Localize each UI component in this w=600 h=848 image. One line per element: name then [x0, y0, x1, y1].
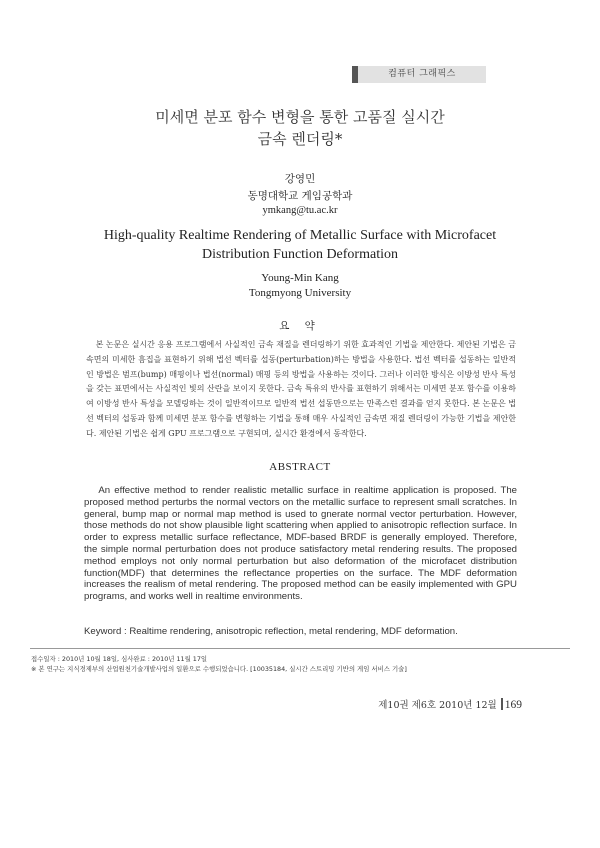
korean-abstract-heading: 요 약	[279, 320, 321, 332]
page-footer	[378, 697, 522, 711]
footnote-dates: 접수일자 : 2010년 10월 18일, 심사완료 : 2010년 11월 17일	[31, 655, 208, 663]
issue-info: 제10권 제6호 2010년 12월	[378, 700, 497, 711]
korean-title-line2: 금속 렌더링*	[257, 130, 343, 148]
keywords: Keyword : Realtime rendering, anisotropic reflection, metal rendering, MDF deformation.	[84, 626, 458, 637]
footer-divider-bar	[501, 698, 503, 710]
page-number: 169	[504, 699, 522, 711]
author-name-english: Young-Min Kang	[261, 272, 339, 284]
english-title	[80, 226, 520, 264]
korean-abstract-body: 본 논문은 실시간 응용 프로그램에서 사실적인 금속 재질을 렌더링하기 위한 효과적인 기법을 제안한다. 제안된 기법은 금속면의 미세한 흠집을 표현하기 위해 법선 벡터를 섭동(perturbation)하는 방법을 사용한다. 법선 벡터를 섭동하는 일반적인 방법은 범프(bump) 매핑이나 법선(normal) 매핑 등의 방법을 사용하는 것이다. 그러나 이러한 방식은 이방성 반사 특성을 갖는 표면에서는 사실적인 빛의 산란을 보이지 못한다. 금속 특유의 반사를 표현하기 위해서는 미세면 분포 함수를 이용하여 이방성 반사 특성을 모델링하는 것이 일반적이므로 일반적 법선 섭동만으로는 만족스런 결과를 얻지 못한다. 본 논문은 법선 벡터의 섭동과 함께 미세면 분포 함수를 변형하는 기법을 통해 매우 사실적인 금속면 재질 렌더링이 가능한 기법을 제안한다. 제안된 기법은 쉽게 GPU 프로그램으로 구현되며, 실시간 환경에서 동작한다.	[86, 340, 516, 438]
english-abstract-body: An effective method to render realistic metallic surface in realtime application is proposed. The proposed method perturbs the normal vectors on the metallic surface to represent small scratches. In general, bump map or normal map method is used to gnerate normal vector perturbation. However, those methods do not show plausible light scattering when applied to anisotropic reflection surface. In order to express metallic surface reflectance, MDF-based BRDF is generally employed. Therefore, the simple normal perturbation does not produce satisfactory metal rendering results. The proposed method employs not only normal perturbation but also deformation of the microfacet distribution function(MDF) that determines the reflectance properties on the surface. The MDF deformation increases the realism of metal rendering. The proposed method can be easily implemented with GPU programs, and works well in realtime environments.	[84, 485, 517, 603]
english-title-line1: High-quality Realtime Rendering of Metallic Surface with Microfacet	[103, 228, 497, 243]
author-name-korean: 강영민	[284, 173, 316, 185]
affiliation-english: Tongmyong University	[248, 287, 352, 299]
english-title-line2: Distribution Function Deformation	[202, 247, 398, 262]
section-tag: 컴퓨터 그래픽스	[352, 66, 486, 83]
english-abstract-heading: ABSTRACT	[269, 461, 331, 473]
author-email: ymkang@tu.ac.kr	[262, 205, 338, 216]
korean-title-line1: 미세면 분포 함수 변형을 통한 고품질 실시간	[155, 108, 445, 126]
footnote-divider	[30, 648, 570, 649]
footnote-funding: ※ 본 연구는 지식경제부의 산업원천기술개발사업의 일환으로 수행되었습니다. [10035184, 실시간 스트리밍 기반의 게임 서비스 기술]	[31, 665, 407, 673]
korean-title	[60, 106, 540, 150]
affiliation-korean: 동명대학교 게임공학과	[247, 190, 353, 202]
